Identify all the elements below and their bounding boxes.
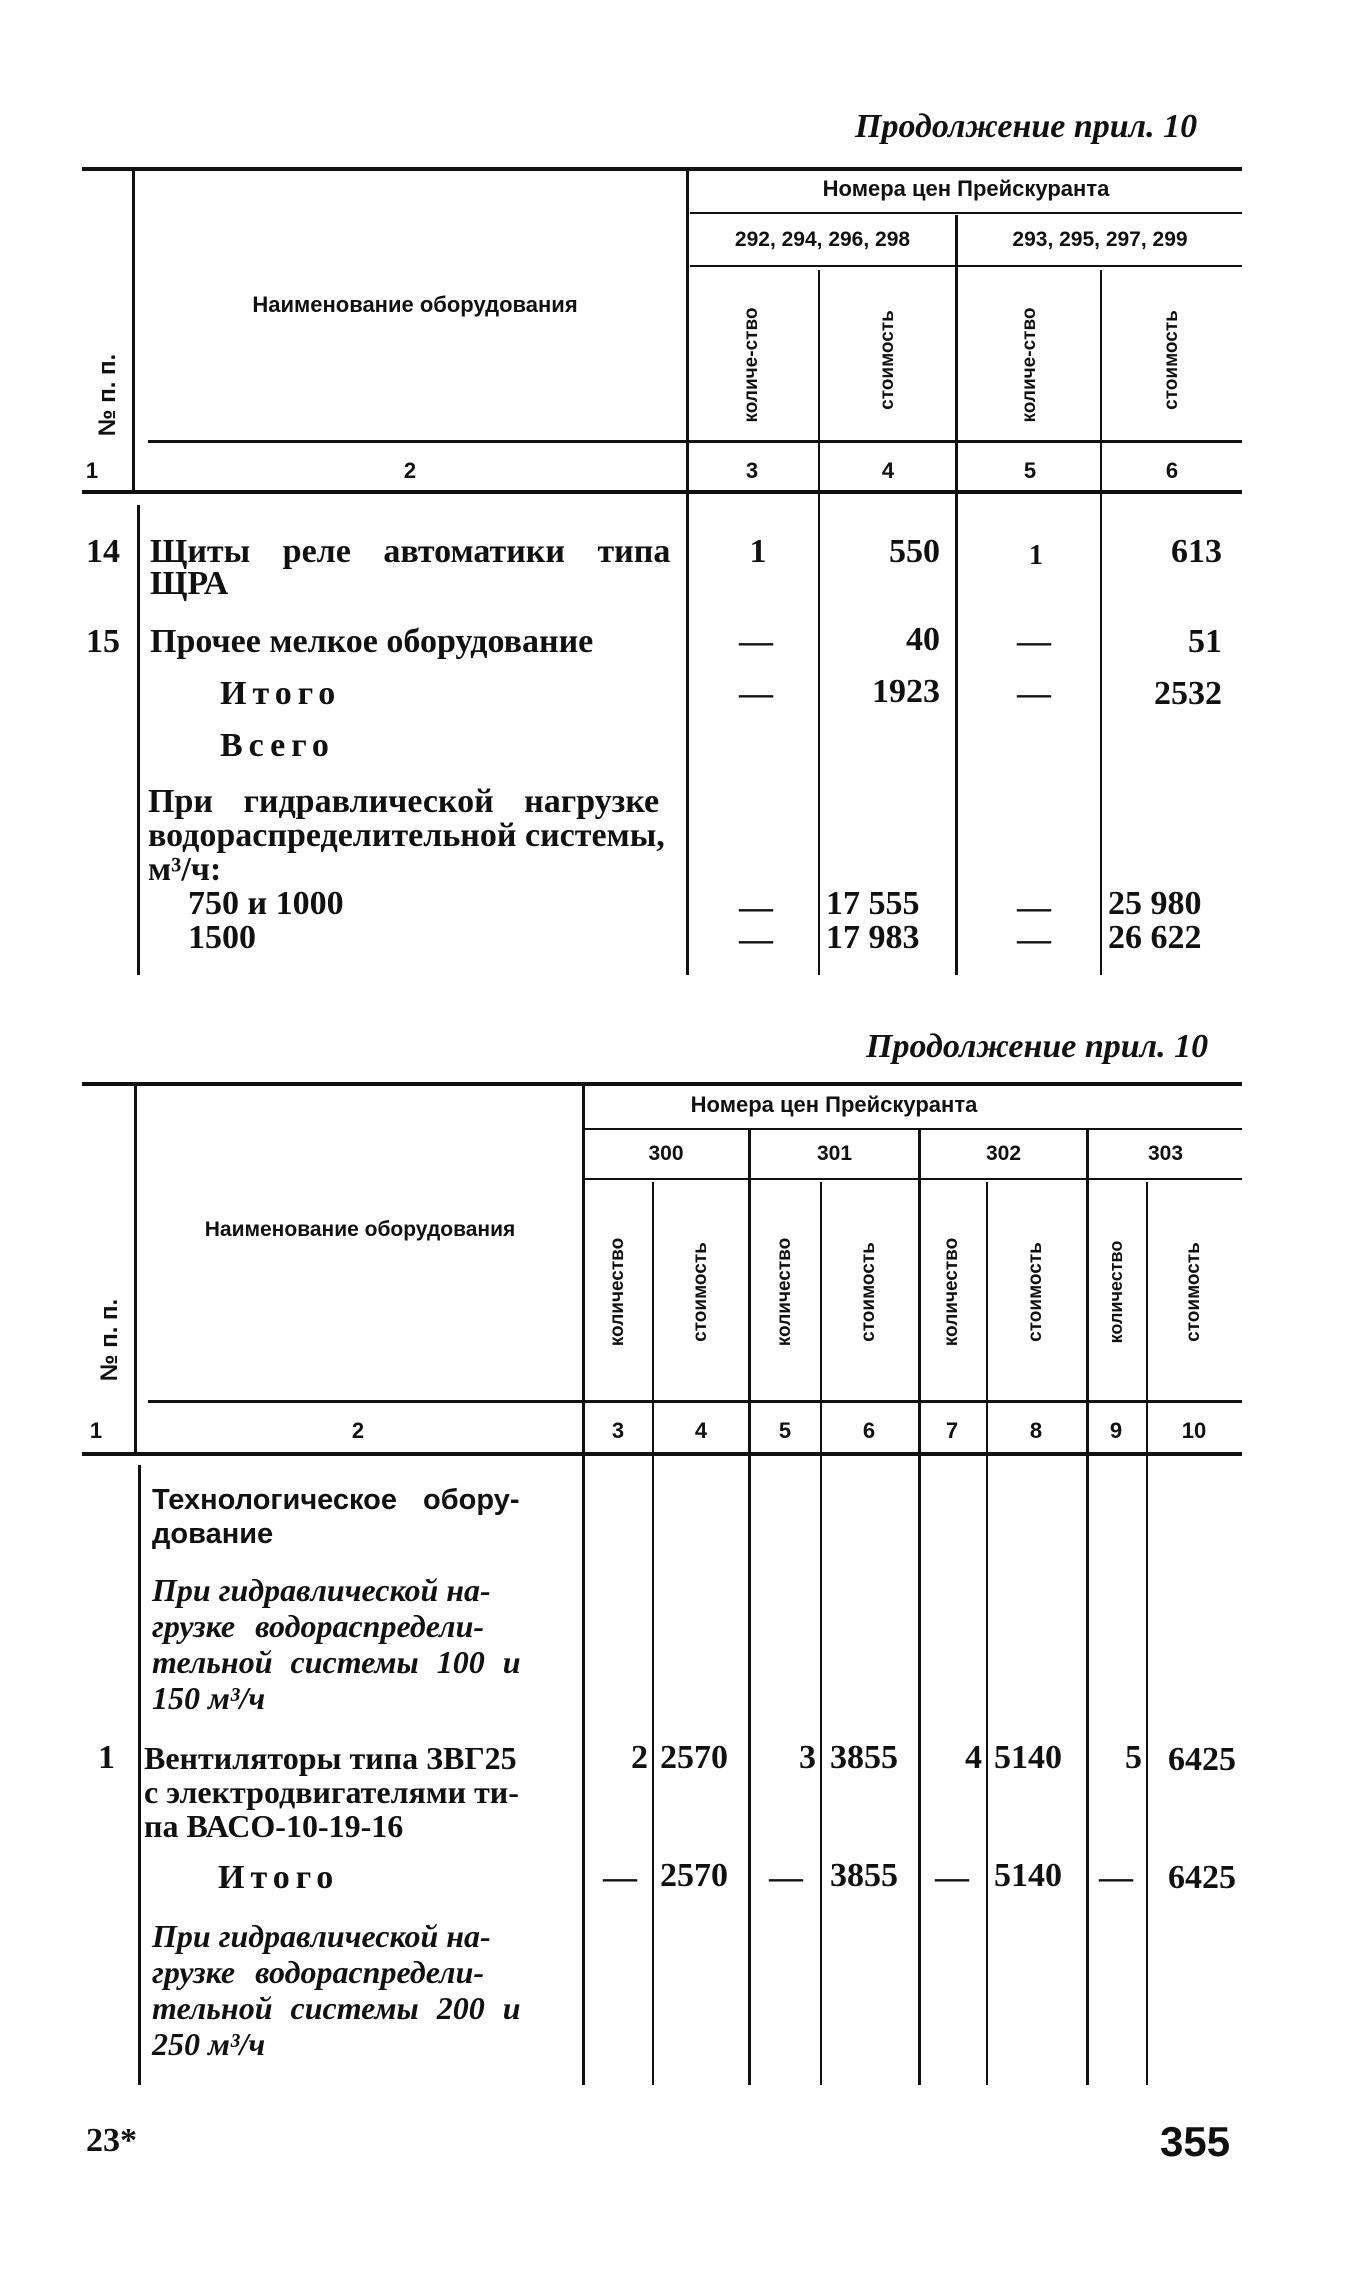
table1-itogo-c3: — [739,675,773,712]
table1-row14-name-text: Щиты реле автоматики типа [150,533,671,570]
table2-colnum-1: 1 [89,1418,103,1443]
table2-vline-g [986,1182,988,2085]
table1-row15-name: Прочее мелкое оборудование [150,623,594,660]
table1-colnum-1: 1 [85,458,99,483]
table1-name-header: Наименование оборудования [252,292,578,317]
table1-itogo-c4: 1923 [872,673,940,710]
table1-row14-no: 14 [86,533,120,570]
table1-vline-a2 [137,505,140,975]
table2-itogo-c5: — [769,1859,803,1896]
table2-colnum-8: 8 [1029,1418,1043,1443]
table2-row1-c6: 3855 [830,1739,898,1776]
table1-load-row1-c5: — [1017,889,1051,926]
table1-cost-header-1: стоимость [877,310,898,410]
table1-colnum-5: 5 [1023,458,1037,483]
table2-name-header: Наименование оборудования [204,1218,516,1241]
table2-italic2-line4: 250 м³/ч [152,2026,266,2062]
table2-vline-c [652,1182,654,2085]
table1-vline-b [686,170,689,975]
table2-subgroup-303: 303 [1147,1142,1184,1165]
table2-itogo-c3: — [603,1859,637,1896]
table1-row15-c3: — [739,623,773,660]
table1-load-row2-c4: 17 983 [826,919,920,956]
table2-row1-c9: 5 [1125,1739,1142,1776]
table1-row14-c6: 613 [1171,533,1222,570]
table2-italic2-line2: грузке водораспредели- [152,1954,485,1990]
table2-cost-header-3: стоимость [1025,1242,1046,1342]
table2-colnum-7: 7 [945,1418,959,1443]
table1-vsego-label: Всего [220,727,335,764]
table2-colnum-6: 6 [862,1418,876,1443]
table2-vline-e [820,1182,822,2085]
table2-row1-no: 1 [98,1739,115,1776]
table2-colnum-10: 10 [1181,1418,1207,1443]
table2-rowno-header: № п. п. [96,1298,123,1382]
table1-row15-no: 15 [86,623,120,660]
table1-load-row1-label: 750 и 1000 [188,885,344,922]
table1-load-row1-c6: 25 980 [1108,885,1202,922]
continuation-title-2: Продолжение прил. 10 [866,1028,1209,1065]
table2-subgroup-301: 301 [816,1142,853,1165]
table2-section-title-line1-text: Технологическое обору- [152,1484,520,1516]
table1-itogo-c5: — [1017,675,1051,712]
table2-itogo-c6: 3855 [830,1857,898,1894]
table2-subgroup-300: 300 [648,1142,684,1165]
table2-vline-b [582,1085,585,2085]
table2-vline-a2 [138,1465,141,2085]
table2-cost-header-2: стоимость [858,1242,879,1342]
table2-row1-name-line1: Вентиляторы типа ЗВГ25 [144,1740,517,1776]
table2-colnum-4: 4 [694,1418,708,1443]
table2-qty-header-1: количество [607,1237,628,1347]
table2-colnum-2: 2 [351,1418,365,1443]
continuation-title-1: Продолжение прил. 10 [855,108,1198,145]
table2-cost-header-1: стоимость [690,1242,711,1342]
table1-itogo-c6: 2532 [1154,675,1222,712]
table2-italic1-line3: тельной системы 100 и [152,1644,521,1680]
table2-top-rule [82,1082,1242,1086]
table2-itogo-c8: 5140 [994,1857,1062,1894]
table2-itogo-c10: 6425 [1168,1859,1236,1896]
table1-load-row2-c5: — [1017,921,1051,958]
table1-colnum-4: 4 [881,458,895,483]
table2-vline-d [748,1130,751,2085]
table2-vline-a [134,1085,137,1455]
table1-load-line1-text: При гидравлической нагрузке [148,783,660,820]
table1-subgroup-2: 293, 295, 297, 299 [1012,228,1188,251]
table2-row1-c7: 4 [965,1739,982,1776]
table1-load-line1 [148,784,678,820]
table2-section-title-line1 [152,1482,572,1518]
table1-vline-e [1100,270,1102,975]
table2-sub-rule [584,1178,1242,1180]
table1-row15-c5: — [1017,623,1051,660]
table1-row14-name-line2: ЩРА [150,565,229,602]
table2-section-title-line2: дование [152,1518,274,1550]
table2-itogo-label: Итого [218,1859,340,1896]
table1-row15-c4: 40 [906,621,940,658]
table1-load-row2-c3: — [739,921,773,958]
table2-row1-c10: 6425 [1168,1741,1236,1778]
table1-sub-rule [690,265,1242,267]
table2-vline-i [1146,1182,1148,2085]
table1-colnum-2: 2 [403,458,417,483]
table1-cost-header-2: стоимость [1161,310,1182,410]
table2-row1-name-line2: с электродвигателями ти- [144,1774,519,1810]
table1-load-row1-c4: 17 555 [826,885,920,922]
table1-qty-header-1: количе-ство [741,307,762,423]
table2-row1-c5: 3 [799,1739,816,1776]
table1-load-row1-c3: — [739,889,773,926]
table2-cost-header-4: стоимость [1183,1242,1204,1342]
table2-row1-c4: 2570 [660,1739,728,1776]
page-number: 355 [1160,2118,1231,2165]
table1-rowno-header: № п. п. [94,353,121,437]
table2-italic1-line1: При гидравлической на- [152,1572,491,1608]
table1-subgroup-1: 292, 294, 296, 298 [734,228,911,251]
table2-row1-c3: 2 [631,1739,648,1776]
table2-header-bottom-rule [148,1400,1242,1403]
table2-italic1-line4: 150 м³/ч [152,1680,266,1716]
table1-group-rule [690,212,1242,214]
table1-header-bottom-rule [148,440,1242,443]
table2-price-group-header: Номера цен Прейскуранта [690,1092,978,1117]
table1-vline-a [132,170,135,492]
table2-italic2-line1: При гидравлической на- [152,1918,491,1954]
table1-row15-c6: 51 [1188,623,1222,660]
table2-group-rule [584,1128,1242,1130]
table1-colnum-rule [82,490,1242,494]
table1-colnum-6: 6 [1165,458,1179,483]
table2-italic1-line2: грузке водораспредели- [152,1608,485,1644]
table1-row14-name-line1 [150,534,678,570]
table2-qty-header-3: количество [941,1237,962,1347]
table2-row1-c8: 5140 [994,1739,1062,1776]
table1-top-rule [82,167,1242,171]
table2-qty-header-2: количество [774,1237,795,1347]
table1-colnum-3: 3 [745,458,759,483]
table2-vline-h [1086,1130,1089,2085]
table2-vline-f [918,1130,921,2085]
table2-colnum-rule [82,1452,1242,1456]
table1-load-row2-label: 1500 [188,919,256,956]
table1-load-line3: м³/ч: [148,851,222,888]
table2-itogo-c4: 2570 [660,1857,728,1894]
table2-colnum-9: 9 [1109,1418,1123,1443]
table1-load-line2: водораспределительной системы, [148,817,665,854]
table2-itogo-c7: — [935,1859,969,1896]
table1-itogo-label: Итого [220,675,342,712]
table2-colnum-3: 3 [611,1418,625,1443]
table1-load-row2-c6: 26 622 [1108,919,1202,956]
table2-colnum-5: 5 [778,1418,792,1443]
table1-vline-d [955,215,958,975]
table2-subgroup-302: 302 [985,1142,1022,1165]
table1-row14-c4: 550 [889,533,940,570]
table2-qty-header-4: количество [1106,1240,1126,1344]
table1-row14-c3: 1 [749,533,767,570]
table1-row14-c5: 1 [1029,540,1043,571]
signature-mark: 23* [86,2122,137,2159]
table1-price-group-header: Номера цен Прейскуранта [822,176,1110,201]
table1-qty-header-2: количе-ство [1019,307,1040,423]
table2-row1-name-line3: па ВАСО-10-19-16 [144,1808,404,1844]
table2-italic2-line3: тельной системы 200 и [152,1990,521,2026]
table2-itogo-c9: — [1099,1859,1133,1896]
